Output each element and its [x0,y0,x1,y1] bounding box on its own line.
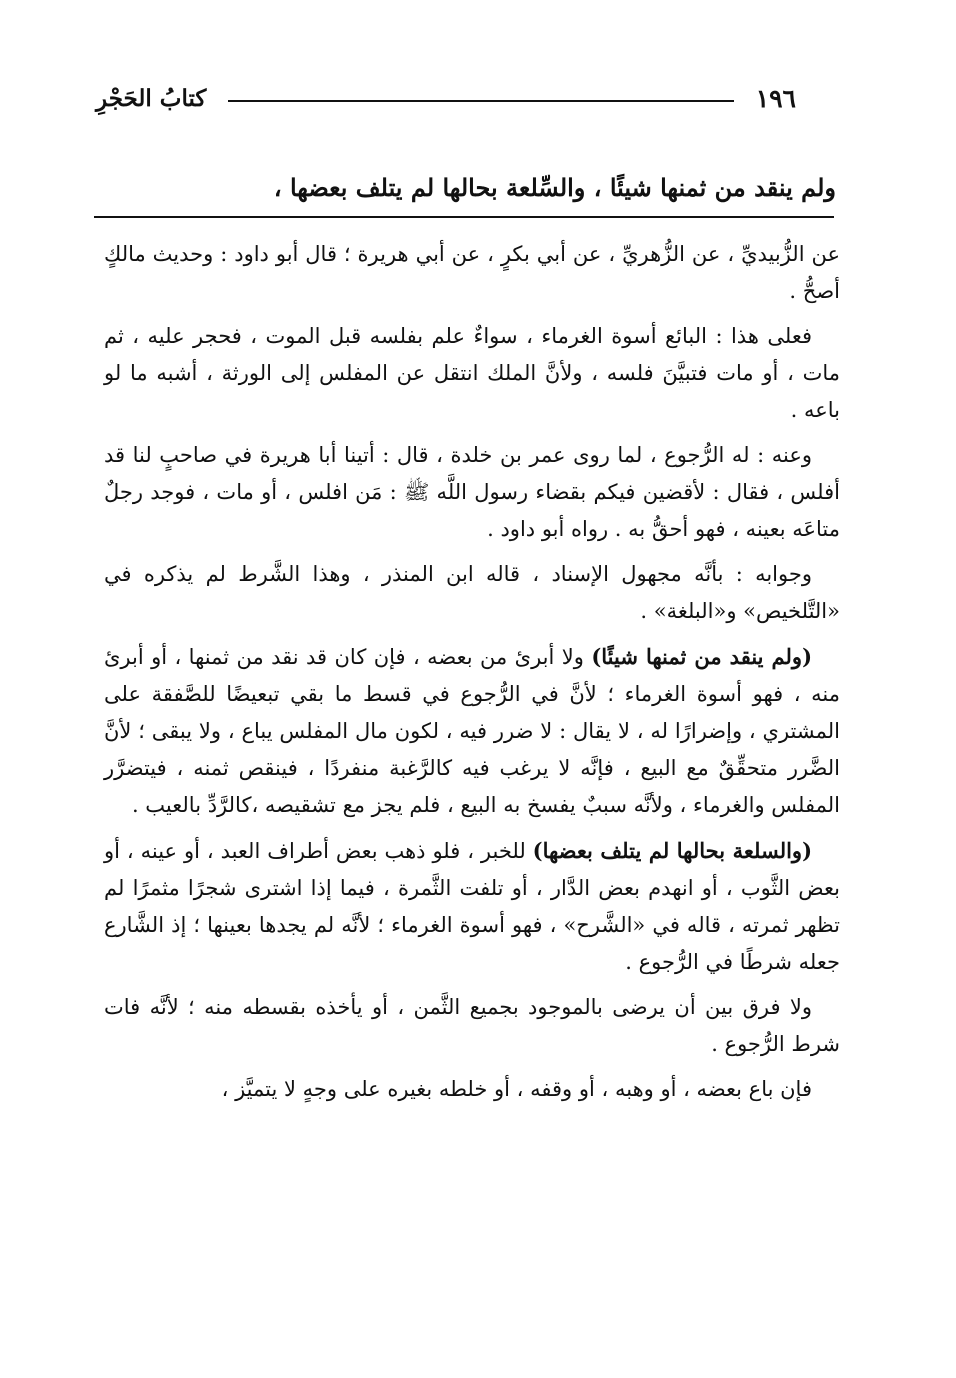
paragraph: عن الزُّبيديِّ ، عن الزُّهريِّ ، عن أبي بكرٍ ، عن أبي هريرة ؛ قال أبو داود : وحديث مالكٍ أصحُّ . [104,242,840,303]
matn-quote: (ولم ينقد من ثمنها شيئًا) [591,644,813,669]
paragraph: (والسلعة بحالها لم يتلف بعضها) للخبر ، فلو ذهب بعض أطراف العبد ، أو عينه ، أو بعض الثَّوب ، أو انهدم بعض الدَّار ، أو تلفت الثَّمرة ، فيما إذا اشترى شجرًا مثمرًا لم تظهر ثمرته ، قاله في «الشَّرح» ، فهو أسوة الغرماء ؛ لأنَّه لم يجدها بعينها ؛ إذ الشَّارع جعله شرطًا في الرُّجوع . [104,838,840,974]
page-number: ١٩٦ [755,83,796,113]
page-header [96,78,796,118]
matn-rule [94,216,834,218]
paragraph: وعنه : له الرُّجوع ، لما روى عمر بن خلدة ، قال : أتينا أبا هريرة في صاحبٍ لنا قد أفلس ، فقال : لأقضين فيكم بقضاء رسول اللَّه ﷺ : مَن افلس ، أو مات ، فوجد رجلٌ متاعَه بعينه ، فهو أحقُّ به . رواه أبو داود . [104,443,840,541]
running-title: كتابُ الحَجْرِ [96,84,207,112]
paragraph: فإن باع بعضه ، أو وهبه ، أو وقفه ، أو خلطه بغيره على وجهٍ لا يتميَّز ، [221,1077,812,1101]
matn-quote: (والسلعة بحالها لم يتلف بعضها) [532,838,813,863]
header-rule [228,100,733,102]
paragraph: (ولم ينقد من ثمنها شيئًا) ولا أبرئ من بعضه ، فإن كان قد نقد من ثمنها ، أو أبرئ منه ، فهو أسوة الغرماء ؛ لأنَّ في الرُّجوع في قسط ما بقي تبعيضًا للصَّفقة على المشتري ، وإضرارًا له ، لا يقال : لا ضرر فيه ، لكون مال المفلس يباع ، ولا يبقى ؛ لأنَّ الضَّرر متحقِّقٌ مع البيع ، فإنَّه لا يرغب فيه كالرَّغبة منفردًا ، فينقص ثمنه ، فيتضرَّر المفلس والغرماء ، ولأنَّه سببٌ يفسخ به البيع ، فلم يجز مع تشقيصه ،كالرَّدِّ بالعيب . [104,644,840,817]
commentary-body [104,236,840,1116]
paragraph: ولا فرق بين أن يرضى بالموجود بجميع الثَّمن ، أو يأخذه بقسطه منه ؛ لأنَّه فات شرط الرُّجوع . [104,995,840,1056]
paragraph: فعلى هذا : البائع أسوة الغرماء ، سواءٌ علم بفلسه قبل الموت ، فحجر عليه ، ثم مات ، أو مات فتبيَّنَ فلسه ، ولأنَّ الملك انتقل عن المفلس إلى الورثة ، أشبه ما لو باعه . [104,324,840,422]
matn-heading: ولم ينقد من ثمنها شيئًا ، والسِّلعة بحالها لم يتلف بعضها ، [273,173,836,202]
paragraph: وجوابه : بأنَّه مجهول الإسناد ، قاله ابن المنذر ، وهذا الشَّرط لم يذكره في «التَّلخيص» و«البلغة» . [104,562,840,623]
